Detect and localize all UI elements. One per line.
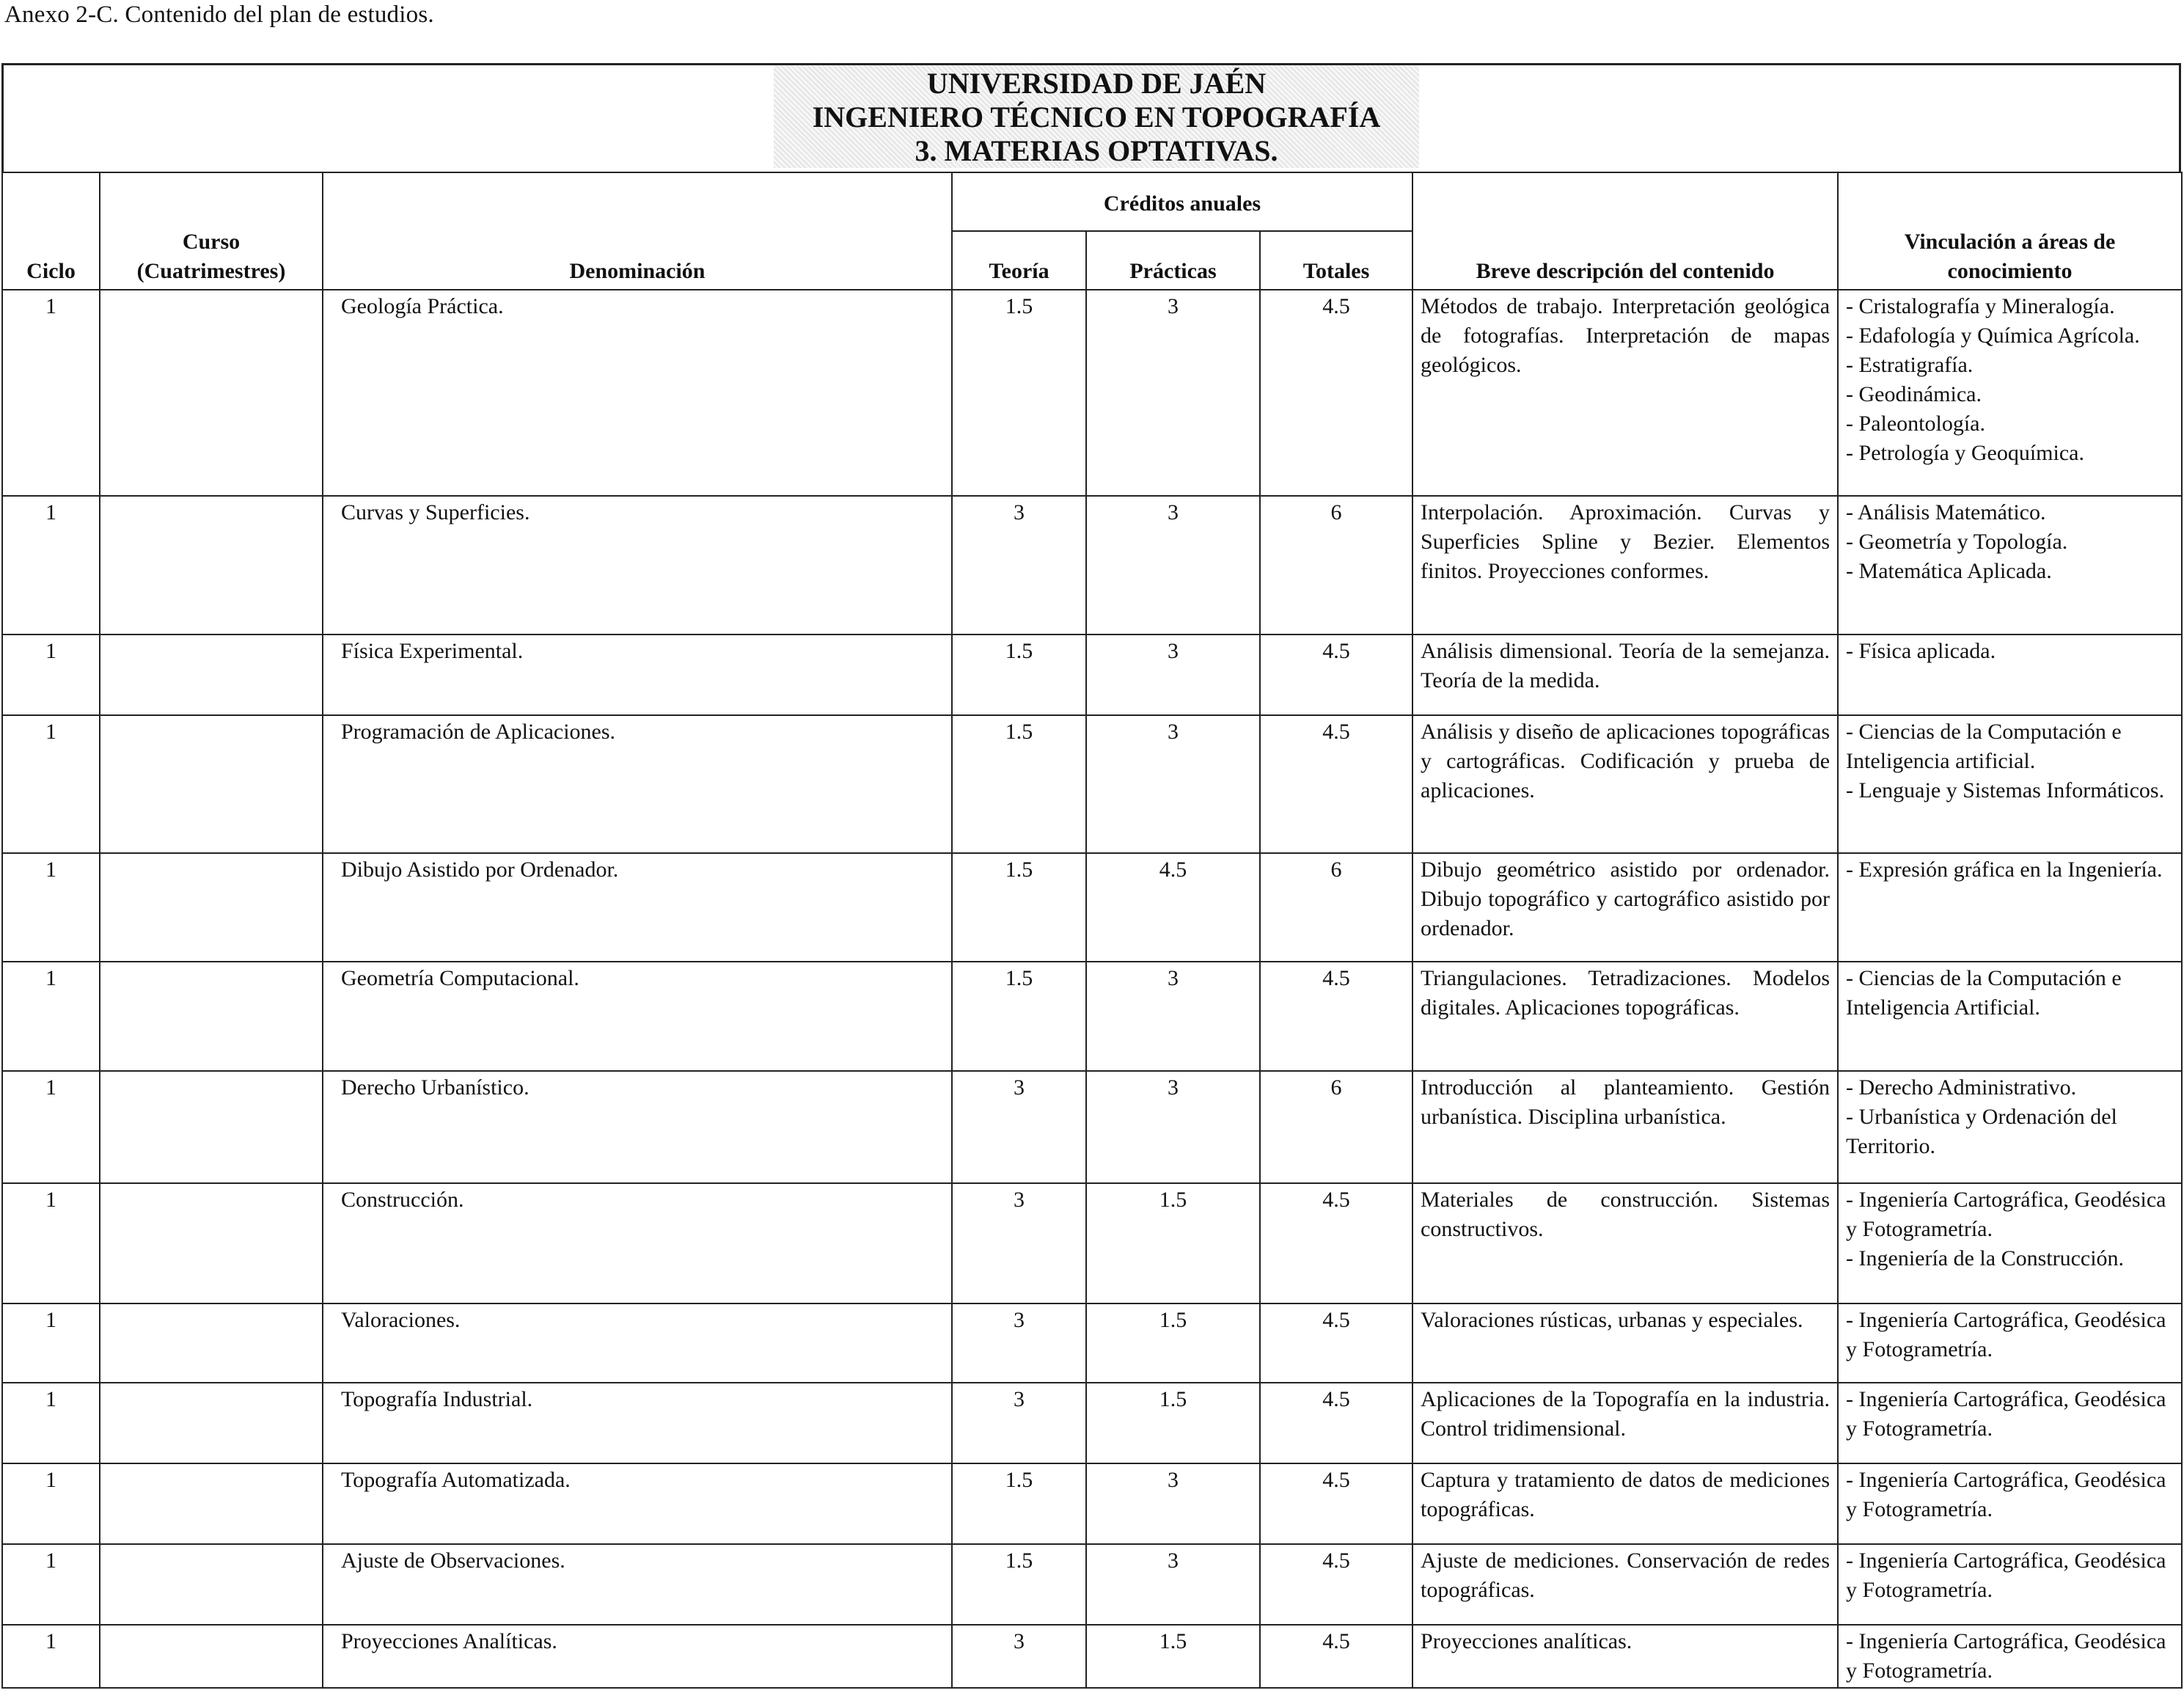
table-row — [2, 1625, 2182, 1688]
cell-teoria: 3 — [952, 1183, 1086, 1303]
header-vinculacion: Vinculación a áreas de conocimiento — [1838, 172, 2182, 290]
area-item: - Matemática Aplicada. — [1846, 559, 2052, 583]
cell-teoria: 3 — [952, 1383, 1086, 1463]
cell-denominacion: Geometría Computacional. — [323, 962, 952, 1071]
cell-vinculacion — [1838, 1303, 2182, 1383]
cell-denominacion: Dibujo Asistido por Ordenador. — [323, 853, 952, 962]
area-item: - Edafología y Química Agrícola. — [1846, 323, 2140, 348]
subjects-table — [1, 172, 2183, 1689]
cell-practicas: 4.5 — [1086, 853, 1260, 962]
cell-curso — [100, 1463, 323, 1544]
table-row — [2, 715, 2182, 853]
cell-curso — [100, 635, 323, 715]
cell-denominacion: Derecho Urbanístico. — [323, 1071, 952, 1183]
cell-totales: 4.5 — [1260, 1303, 1412, 1383]
header-practicas: Prácticas — [1086, 231, 1260, 290]
cell-ciclo: 1 — [2, 1544, 100, 1625]
cell-totales: 4.5 — [1260, 635, 1412, 715]
cell-descripcion: Interpolación. Aproximación. Curvas y Superficies Spline y Bezier. Elementos finitos. Proyecciones conformes. — [1412, 496, 1838, 635]
cell-descripcion: Análisis y diseño de aplicaciones topográficas y cartográficas. Codificación y prueba de aplicaciones. — [1412, 715, 1838, 853]
university-title: UNIVERSIDAD DE JAÉN — [926, 67, 1267, 100]
area-item: - Física aplicada. — [1846, 639, 1996, 663]
area-item: - Urbanística y Ordenación del Territorio. — [1846, 1105, 2117, 1158]
cell-practicas: 3 — [1086, 715, 1260, 853]
table-row — [2, 1463, 2182, 1544]
cell-vinculacion — [1838, 1625, 2182, 1688]
cell-denominacion: Programación de Aplicaciones. — [323, 715, 952, 853]
cell-curso — [100, 962, 323, 1071]
table-row — [2, 853, 2182, 962]
cell-descripcion: Dibujo geométrico asistido por ordenador. Dibujo topográfico y cartográfico asistido por ordenador. — [1412, 853, 1838, 962]
cell-teoria: 1.5 — [952, 1544, 1086, 1625]
cell-ciclo: 1 — [2, 853, 100, 962]
cell-vinculacion — [1838, 1071, 2182, 1183]
cell-practicas: 3 — [1086, 496, 1260, 635]
cell-curso — [100, 1383, 323, 1463]
cell-curso — [100, 715, 323, 853]
header-curso-line2: (Cuatrimestres) — [136, 259, 286, 283]
area-item: - Ciencias de la Computación e Inteligencia Artificial. — [1846, 966, 2122, 1020]
area-item: - Expresión gráfica en la Ingeniería. — [1846, 858, 2163, 882]
area-item: - Geometría y Topología. — [1846, 530, 2068, 554]
cell-vinculacion — [1838, 1463, 2182, 1544]
cell-totales: 4.5 — [1260, 715, 1412, 853]
cell-vinculacion — [1838, 1183, 2182, 1303]
area-item: - Ingeniería Cartográfica, Geodésica y Fotogrametría. — [1846, 1188, 2166, 1241]
cell-totales: 4.5 — [1260, 1463, 1412, 1544]
header-teoria: Teoría — [952, 231, 1086, 290]
cell-ciclo: 1 — [2, 1383, 100, 1463]
header-creditos: Créditos anuales — [952, 172, 1412, 231]
cell-practicas: 3 — [1086, 1071, 1260, 1183]
cell-descripcion: Materiales de construcción. Sistemas constructivos. — [1412, 1183, 1838, 1303]
cell-totales: 4.5 — [1260, 290, 1412, 496]
cell-ciclo: 1 — [2, 962, 100, 1071]
cell-denominacion: Geología Práctica. — [323, 290, 952, 496]
table-row — [2, 1383, 2182, 1463]
cell-descripcion: Métodos de trabajo. Interpretación geológica de fotografías. Interpretación de mapas geológicos. — [1412, 290, 1838, 496]
area-item: - Ingeniería Cartográfica, Geodésica y Fotogrametría. — [1846, 1548, 2166, 1602]
cell-totales: 4.5 — [1260, 1544, 1412, 1625]
cell-practicas: 3 — [1086, 962, 1260, 1071]
cell-denominacion: Proyecciones Analíticas. — [323, 1625, 952, 1688]
cell-teoria: 3 — [952, 496, 1086, 635]
cell-curso — [100, 1544, 323, 1625]
cell-practicas: 3 — [1086, 290, 1260, 496]
cell-teoria: 1.5 — [952, 635, 1086, 715]
cell-denominacion: Ajuste de Observaciones. — [323, 1544, 952, 1625]
cell-ciclo: 1 — [2, 635, 100, 715]
cell-practicas: 1.5 — [1086, 1183, 1260, 1303]
cell-descripcion: Captura y tratamiento de datos de mediciones topográficas. — [1412, 1463, 1838, 1544]
table-row — [2, 1544, 2182, 1625]
cell-totales: 4.5 — [1260, 1625, 1412, 1688]
area-item: - Ingeniería Cartográfica, Geodésica y Fotogrametría. — [1846, 1468, 2166, 1521]
cell-vinculacion — [1838, 290, 2182, 496]
area-item: - Paleontología. — [1846, 412, 1985, 436]
cell-vinculacion — [1838, 1544, 2182, 1625]
table-row — [2, 635, 2182, 715]
area-item: - Ingeniería Cartográfica, Geodésica y Fotogrametría. — [1846, 1387, 2166, 1441]
header-ciclo: Ciclo — [2, 172, 100, 290]
cell-curso — [100, 1625, 323, 1688]
cell-teoria: 1.5 — [952, 1463, 1086, 1544]
cell-practicas: 3 — [1086, 1544, 1260, 1625]
area-item: - Geodinámica. — [1846, 382, 1982, 406]
area-item: - Derecho Administrativo. — [1846, 1075, 2077, 1100]
section-title: 3. MATERIAS OPTATIVAS. — [915, 134, 1278, 167]
cell-ciclo: 1 — [2, 1071, 100, 1183]
cell-denominacion: Topografía Automatizada. — [323, 1463, 952, 1544]
title-box — [1, 63, 2181, 172]
header-curso-line1: Curso — [182, 230, 241, 254]
cell-totales: 6 — [1260, 853, 1412, 962]
area-item: - Petrología y Geoquímica. — [1846, 441, 2084, 465]
table-row — [2, 290, 2182, 496]
cell-vinculacion — [1838, 715, 2182, 853]
cell-teoria: 1.5 — [952, 290, 1086, 496]
cell-curso — [100, 853, 323, 962]
table-row — [2, 1303, 2182, 1383]
cell-ciclo: 1 — [2, 715, 100, 853]
cell-teoria: 1.5 — [952, 715, 1086, 853]
document-caption: Anexo 2-C. Contenido del plan de estudios. — [4, 1, 434, 28]
cell-totales: 4.5 — [1260, 962, 1412, 1071]
header-descripcion: Breve descripción del contenido — [1412, 172, 1838, 290]
cell-descripcion: Valoraciones rústicas, urbanas y especiales. — [1412, 1303, 1838, 1383]
table-row — [2, 1183, 2182, 1303]
cell-totales: 4.5 — [1260, 1183, 1412, 1303]
cell-descripcion: Triangulaciones. Tetradizaciones. Modelos digitales. Aplicaciones topográficas. — [1412, 962, 1838, 1071]
cell-teoria: 1.5 — [952, 853, 1086, 962]
area-item: - Cristalografía y Mineralogía. — [1846, 294, 2115, 318]
cell-teoria: 3 — [952, 1303, 1086, 1383]
area-item: - Lenguaje y Sistemas Informáticos. — [1846, 778, 2165, 802]
cell-curso — [100, 496, 323, 635]
cell-practicas: 1.5 — [1086, 1625, 1260, 1688]
cell-teoria: 3 — [952, 1625, 1086, 1688]
cell-vinculacion — [1838, 1383, 2182, 1463]
area-item: - Ingeniería Cartográfica, Geodésica y Fotogrametría. — [1846, 1629, 2166, 1683]
table-row — [2, 496, 2182, 635]
table-row — [2, 1071, 2182, 1183]
table-row — [2, 962, 2182, 1071]
cell-curso — [100, 1071, 323, 1183]
cell-descripcion: Proyecciones analíticas. — [1412, 1625, 1838, 1688]
cell-vinculacion — [1838, 853, 2182, 962]
cell-descripcion: Análisis dimensional. Teoría de la semejanza. Teoría de la medida. — [1412, 635, 1838, 715]
area-item: - Ciencias de la Computación e Inteligencia artificial. — [1846, 720, 2122, 773]
cell-practicas: 1.5 — [1086, 1383, 1260, 1463]
cell-totales: 4.5 — [1260, 1383, 1412, 1463]
cell-practicas: 1.5 — [1086, 1303, 1260, 1383]
header-denominacion: Denominación — [323, 172, 952, 290]
cell-vinculacion — [1838, 962, 2182, 1071]
cell-ciclo: 1 — [2, 1625, 100, 1688]
cell-ciclo: 1 — [2, 290, 100, 496]
area-item: - Ingeniería Cartográfica, Geodésica y Fotogrametría. — [1846, 1308, 2166, 1361]
cell-ciclo: 1 — [2, 1183, 100, 1303]
cell-teoria: 3 — [952, 1071, 1086, 1183]
subjects-body — [2, 290, 2182, 1688]
cell-ciclo: 1 — [2, 1463, 100, 1544]
cell-totales: 6 — [1260, 1071, 1412, 1183]
cell-curso — [100, 290, 323, 496]
cell-denominacion: Construcción. — [323, 1183, 952, 1303]
degree-title: INGENIERO TÉCNICO EN TOPOGRAFÍA — [812, 100, 1381, 134]
cell-vinculacion — [1838, 635, 2182, 715]
area-item: - Ingeniería de la Construcción. — [1846, 1246, 2125, 1270]
title-block — [774, 65, 1419, 168]
cell-totales: 6 — [1260, 496, 1412, 635]
cell-denominacion: Curvas y Superficies. — [323, 496, 952, 635]
area-item: - Estratigrafía. — [1846, 353, 1974, 377]
cell-denominacion: Topografía Industrial. — [323, 1383, 952, 1463]
cell-descripcion: Ajuste de mediciones. Conservación de redes topográficas. — [1412, 1544, 1838, 1625]
cell-curso — [100, 1303, 323, 1383]
header-totales: Totales — [1260, 231, 1412, 290]
cell-curso — [100, 1183, 323, 1303]
cell-descripcion: Aplicaciones de la Topografía en la industria. Control tridimensional. — [1412, 1383, 1838, 1463]
cell-denominacion: Valoraciones. — [323, 1303, 952, 1383]
cell-ciclo: 1 — [2, 496, 100, 635]
cell-ciclo: 1 — [2, 1303, 100, 1383]
header-curso — [100, 172, 323, 290]
cell-practicas: 3 — [1086, 635, 1260, 715]
cell-practicas: 3 — [1086, 1463, 1260, 1544]
area-item: - Análisis Matemático. — [1846, 500, 2046, 524]
cell-descripcion: Introducción al planteamiento. Gestión urbanística. Disciplina urbanística. — [1412, 1071, 1838, 1183]
cell-teoria: 1.5 — [952, 962, 1086, 1071]
cell-vinculacion — [1838, 496, 2182, 635]
cell-denominacion: Física Experimental. — [323, 635, 952, 715]
